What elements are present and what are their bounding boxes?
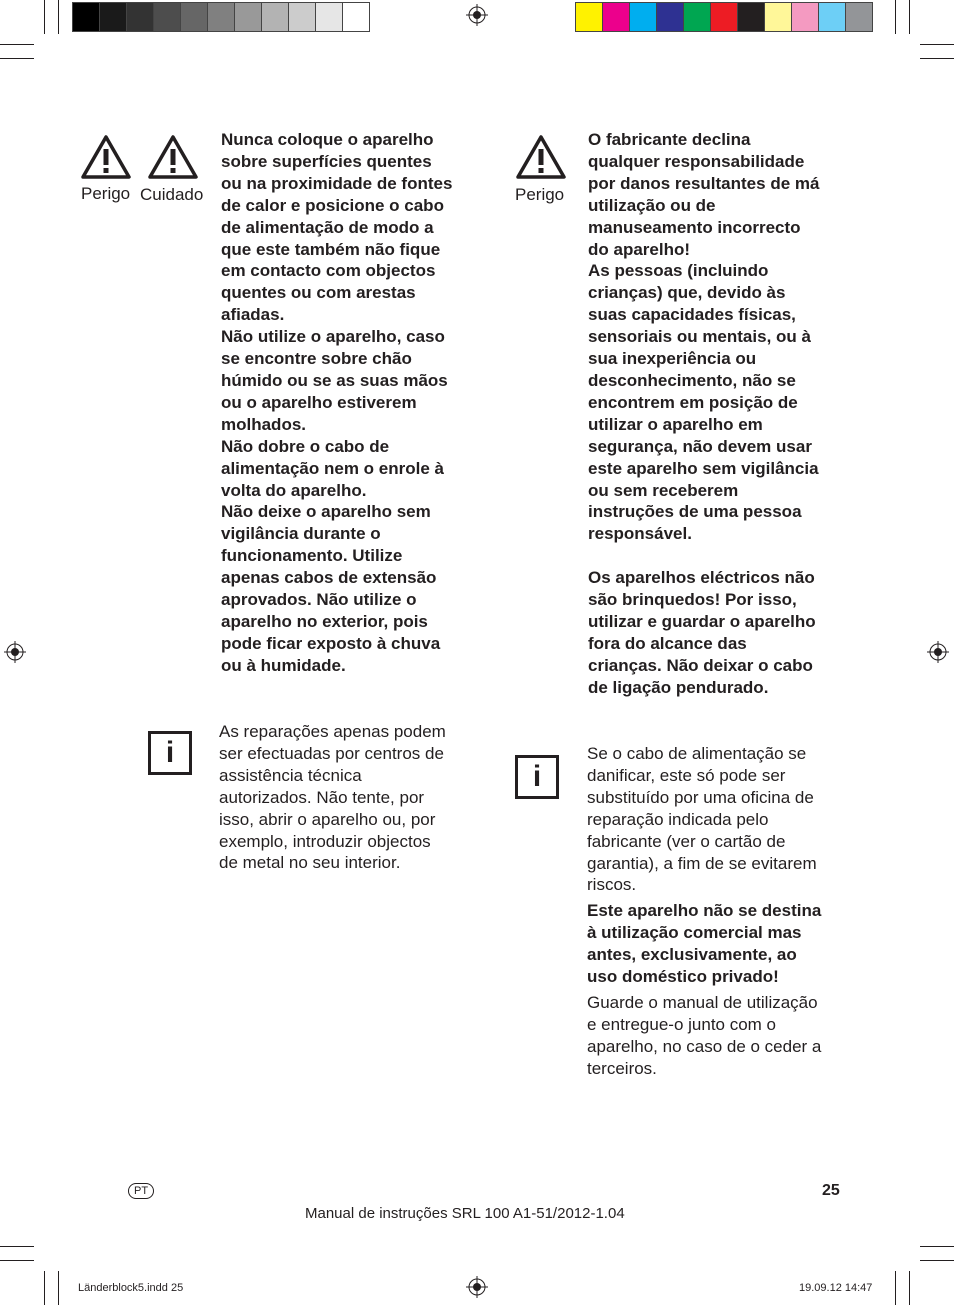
slug-date: 19.09.12 14:47: [799, 1282, 873, 1294]
registration-mark-icon: [466, 1276, 488, 1298]
crop-mark: [0, 1260, 34, 1261]
left-warning-text: Nunca coloque o aparelho sobre superfícies quentes ou na proximidade de fontes de calor e posicione o cabo de alimentação de modo a que este também não fique em contacto com objectos quentes ou com arestas afiadas. Não utilize o aparelho, caso se encontre sobre chão húmido ou se as suas mãos ou o aparelho estiverem molhados. Não dobre o cabo de alimentação nem o enrole à volta do aparelho. Não deixe o aparelho sem vigilância durante o funcionamento. Utilize apenas cabos de extensão aprovados. Não utilize o aparelho no exterior, pois pode ficar exposto à chuva ou à humidade.: [221, 130, 453, 675]
slug-filename: Länderblock5.indd 25: [78, 1282, 184, 1294]
color-swatch: [738, 3, 765, 31]
crop-mark: [58, 0, 59, 34]
crop-mark: [909, 0, 910, 34]
color-swatch: [603, 3, 630, 31]
color-swatch: [262, 3, 289, 31]
color-swatch: [684, 3, 711, 31]
color-swatch: [819, 3, 846, 31]
right-commercial-use-text: Este aparelho não se destina à utilização comercial mas antes, exclusivamente, ao uso doméstico privado!: [587, 901, 822, 986]
crop-mark: [0, 44, 34, 45]
registration-mark-icon: [927, 641, 949, 663]
language-badge: PT: [128, 1183, 154, 1199]
color-swatch: [792, 3, 819, 31]
color-swatch: [289, 3, 316, 31]
color-swatch: [846, 3, 872, 31]
info-icon: i: [515, 755, 559, 799]
left-info-text: As reparações apenas podem ser efectuadas por centros de assistência técnica autorizados. Não tente, por isso, abrir o aparelho ou, por exemplo, introduzir objectos de metal no seu interior.: [219, 722, 446, 873]
color-swatch: [208, 3, 235, 31]
crop-mark: [920, 44, 954, 45]
crop-mark: [58, 1271, 59, 1305]
color-swatch: [235, 3, 262, 31]
registration-mark-icon: [4, 641, 26, 663]
caution-label: Cuidado: [140, 185, 204, 204]
color-swatch: [711, 3, 738, 31]
color-swatch: [316, 3, 343, 31]
crop-mark: [44, 0, 45, 34]
registration-mark-icon: [466, 4, 488, 26]
color-swatch: [657, 3, 684, 31]
crop-mark: [0, 1246, 34, 1247]
crop-mark: [44, 1271, 45, 1305]
right-keep-manual-text: Guarde o manual de utilização e entregue-o junto com o aparelho, no caso de o ceder a terceiros.: [587, 993, 822, 1078]
crop-mark: [920, 1246, 954, 1247]
color-swatch: [576, 3, 603, 31]
process-colorbar: [575, 2, 873, 32]
crop-mark: [909, 1271, 910, 1305]
grayscale-colorbar: [72, 2, 370, 32]
crop-mark: [895, 1271, 896, 1305]
danger-warning-icon: [80, 134, 132, 180]
crop-mark: [0, 58, 34, 59]
color-swatch: [343, 3, 369, 31]
crop-mark: [920, 58, 954, 59]
crop-mark: [895, 0, 896, 34]
danger-warning-icon: [515, 134, 567, 180]
danger-label: Perigo: [81, 184, 131, 203]
right-warning-text: O fabricante declina qualquer responsabilidade por danos resultantes de má utilização ou de manuseamento incorrecto do aparelho! As pessoas (incluindo crianças) que, devido às suas capacidades físicas, sensoriais ou mentais, ou à sua inexperiência ou desconhecimento, não se encontrem em posição de utilizar o aparelho em segurança, não devem usar este aparelho sem vigilância ou sem receberem instruções de uma pessoa responsável. Os aparelhos eléctricos não são brinquedos! Por isso, utilizar e guardar o aparelho fora do alcance das crianças. Não deixar o cabo de ligação pendurado.: [588, 130, 820, 697]
color-swatch: [630, 3, 657, 31]
color-swatch: [127, 3, 154, 31]
color-swatch: [181, 3, 208, 31]
page-number: 25: [822, 1182, 840, 1199]
danger-label: Perigo: [515, 185, 565, 204]
manual-title: Manual de instruções SRL 100 A1-51/2012-1.04: [305, 1205, 625, 1222]
info-icon: i: [148, 731, 192, 775]
color-swatch: [765, 3, 792, 31]
right-info-text: Se o cabo de alimentação se danificar, este só pode ser substituído por uma oficina de reparação indicada pelo fabricante (ver o cartão de garantia), a fim de se evitarem riscos.: [587, 744, 817, 895]
color-swatch: [100, 3, 127, 31]
crop-mark: [920, 1260, 954, 1261]
caution-warning-icon: [147, 134, 199, 180]
color-swatch: [154, 3, 181, 31]
color-swatch: [73, 3, 100, 31]
